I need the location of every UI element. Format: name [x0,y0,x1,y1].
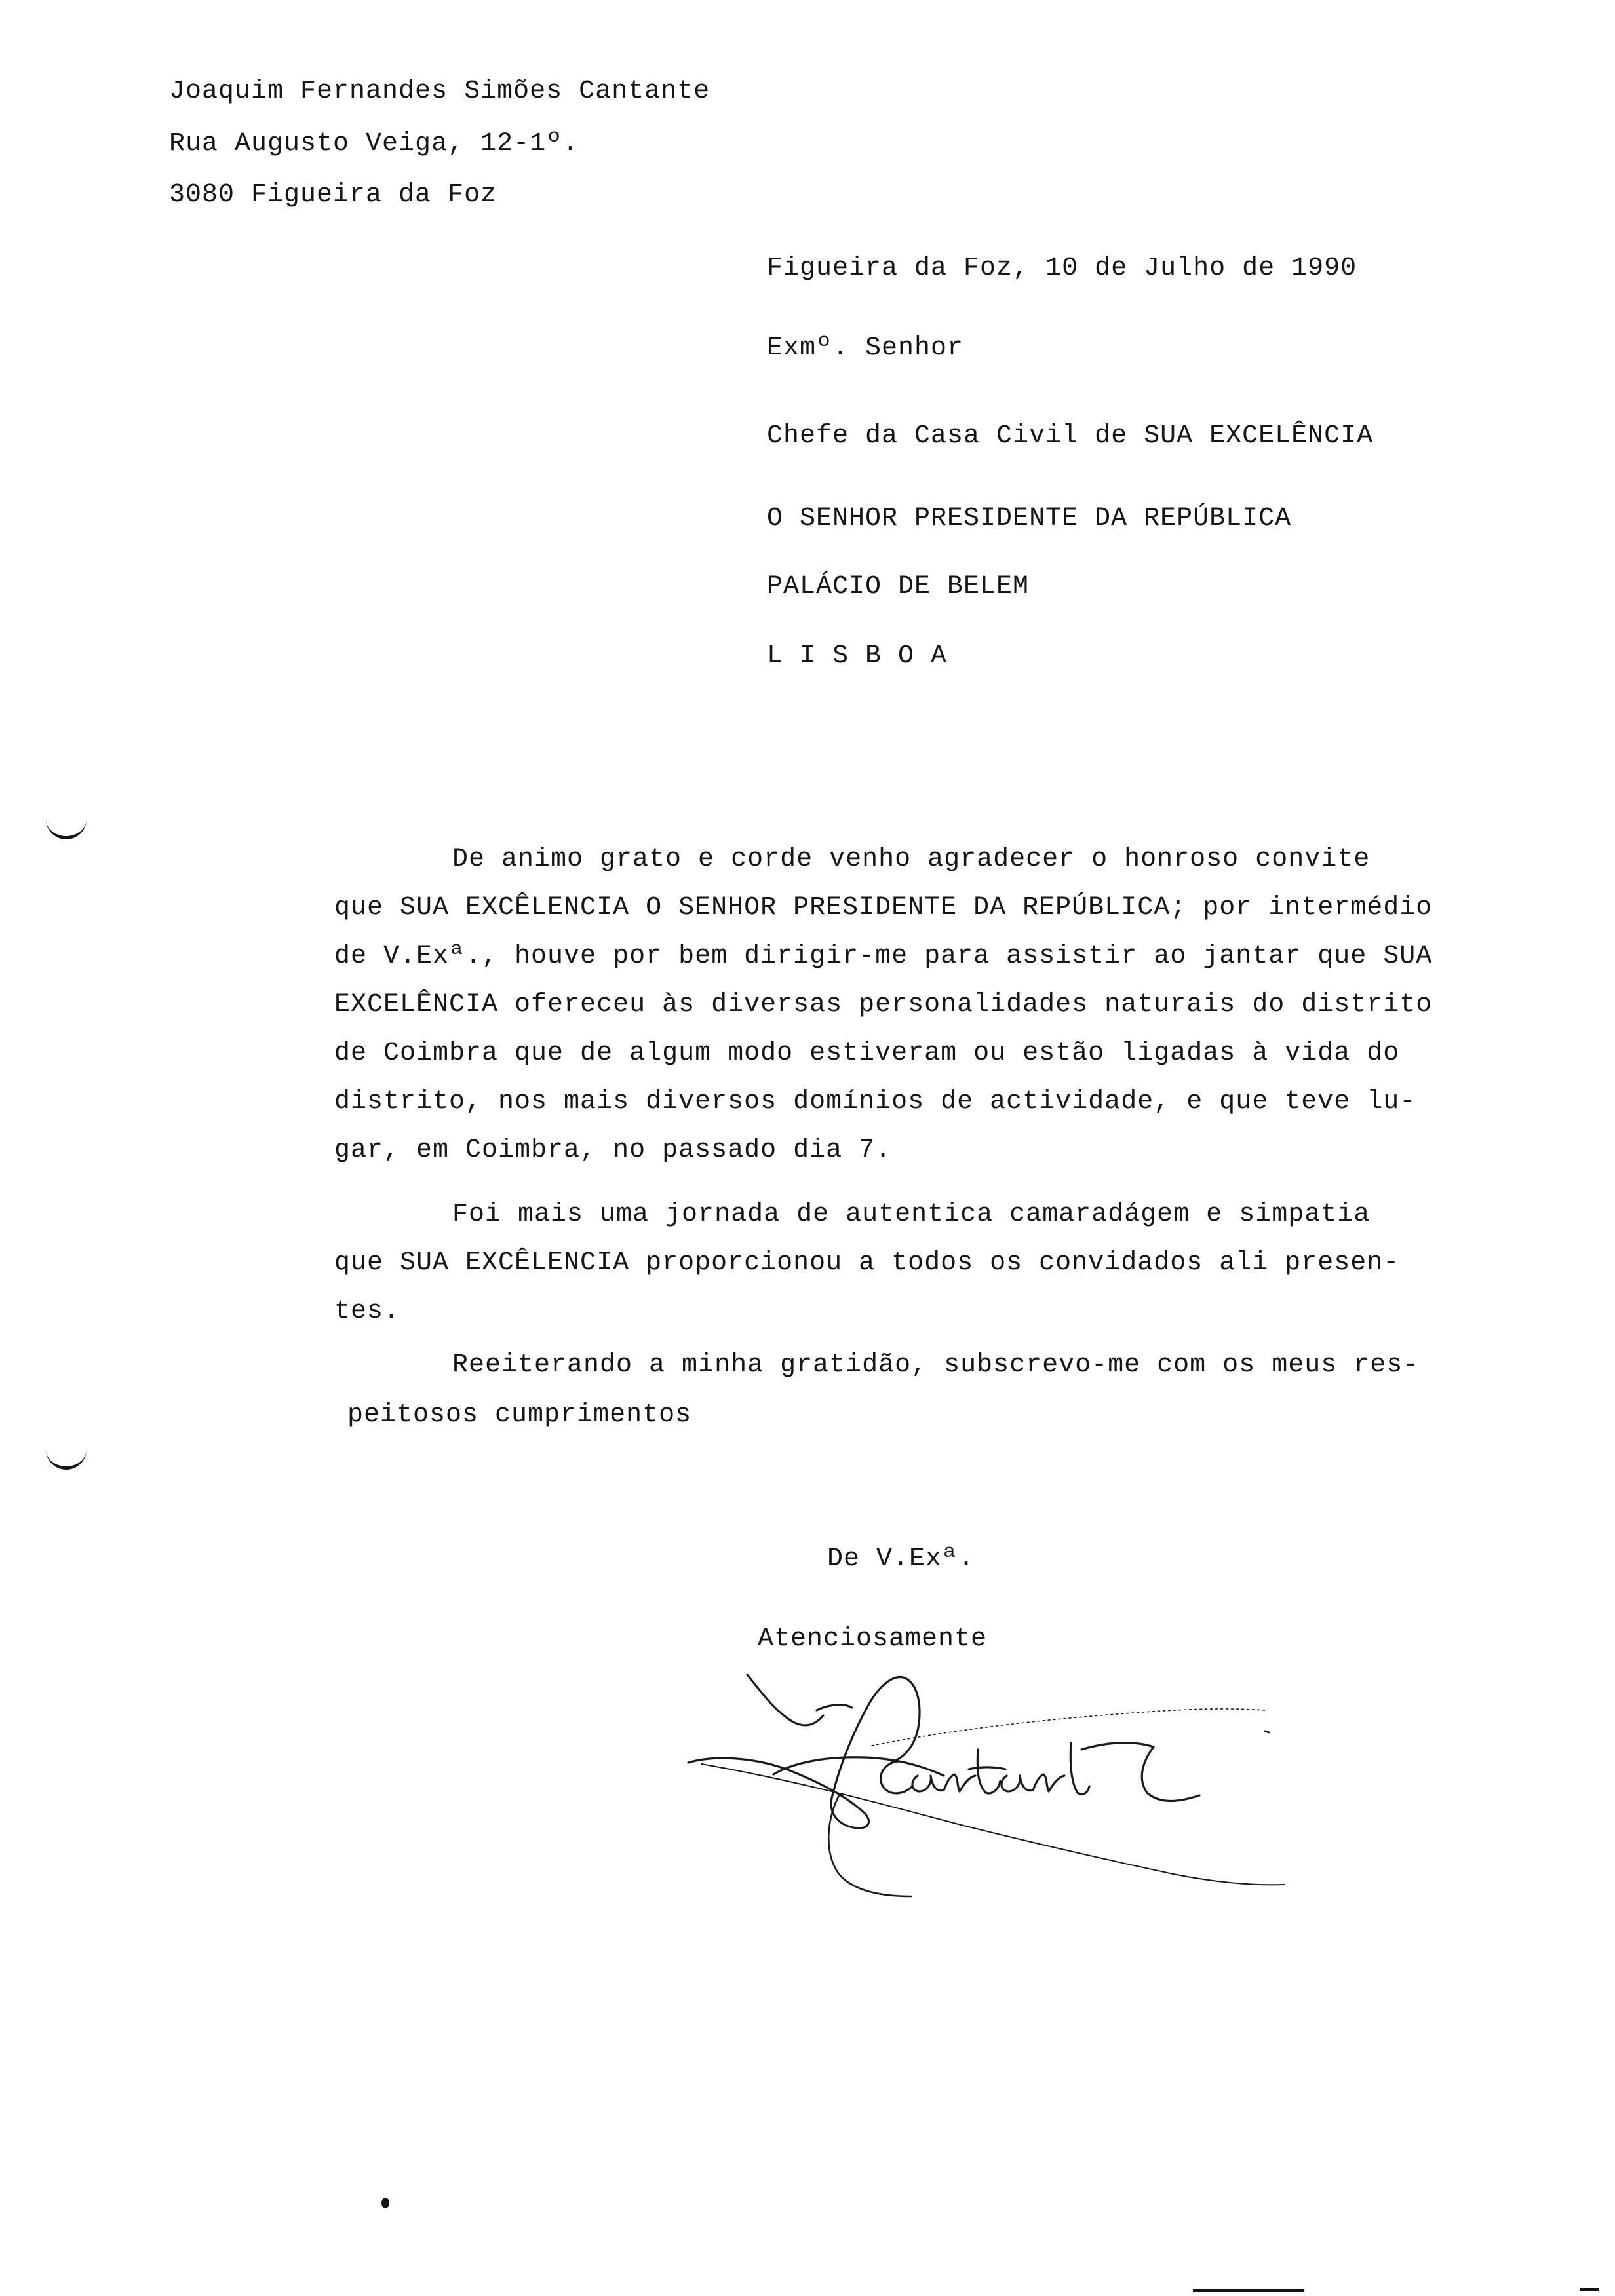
sender-name: Joaquim Fernandes Simões Cantante [169,77,710,106]
date-line: Figueira da Foz, 10 de Julho de 1990 [767,254,1357,283]
body-paragraph-2-line-2: que SUA EXCÊLENCIA proporcionou a todos os convidados ali presen- [334,1248,1400,1278]
body-paragraph-2-line-1: Foi mais uma jornada de autentica camaradágem e simpatia [452,1200,1371,1229]
margin-punch-mark [46,1447,87,1470]
sender-street: Rua Augusto Veiga, 12-1º. [169,129,579,159]
recipient-salutation: Exmº. Senhor [767,334,964,363]
body-paragraph-1-line-2: que SUA EXCÊLENCIA O SENHOR PRESIDENTE DA REPÚBLICA; por intermédio [334,893,1433,923]
sender-city: 3080 Figueira da Foz [169,180,497,210]
recipient-line-1: Chefe da Casa Civil de SUA EXCELÊNCIA [767,421,1374,451]
margin-punch-mark [46,816,87,839]
ink-dot [381,2198,389,2208]
body-paragraph-1-line-1: De animo grato e corde venho agradecer o honroso convite [452,845,1371,874]
body-paragraph-3-line-2: peitosos cumprimentos [347,1400,692,1430]
body-paragraph-2-line-3: tes. [334,1297,400,1326]
body-paragraph-1-line-4: EXCELÊNCIA ofereceu às diversas personalidades naturais do distrito [334,990,1433,1020]
scan-edge-mark [1193,2289,1304,2292]
scan-edge-mark [1580,2288,1599,2291]
handwritten-signature [675,1664,1317,1926]
closing-regards: Atenciosamente [758,1624,988,1654]
recipient-line-2: O SENHOR PRESIDENTE DA REPÚBLICA [767,504,1292,533]
body-paragraph-1-line-7: gar, em Coimbra, no passado dia 7. [334,1136,892,1165]
recipient-city: L I S B O A [767,641,948,671]
body-paragraph-3-line-1: Reeiterando a minha gratidão, subscrevo-me com os meus res- [452,1350,1420,1380]
body-paragraph-1-line-6: distrito, nos mais diversos domínios de actividade, e que teve lu- [334,1087,1416,1117]
body-paragraph-1-line-5: de Coimbra que de algum modo estiveram ou estão ligadas à vida do [334,1039,1400,1068]
closing-formula: De V.Exª. [827,1544,975,1574]
body-paragraph-1-line-3: de V.Exª., houve por bem dirigir-me para assistir ao jantar que SUA [334,942,1433,971]
recipient-line-3: PALÁCIO DE BELEM [767,572,1030,602]
